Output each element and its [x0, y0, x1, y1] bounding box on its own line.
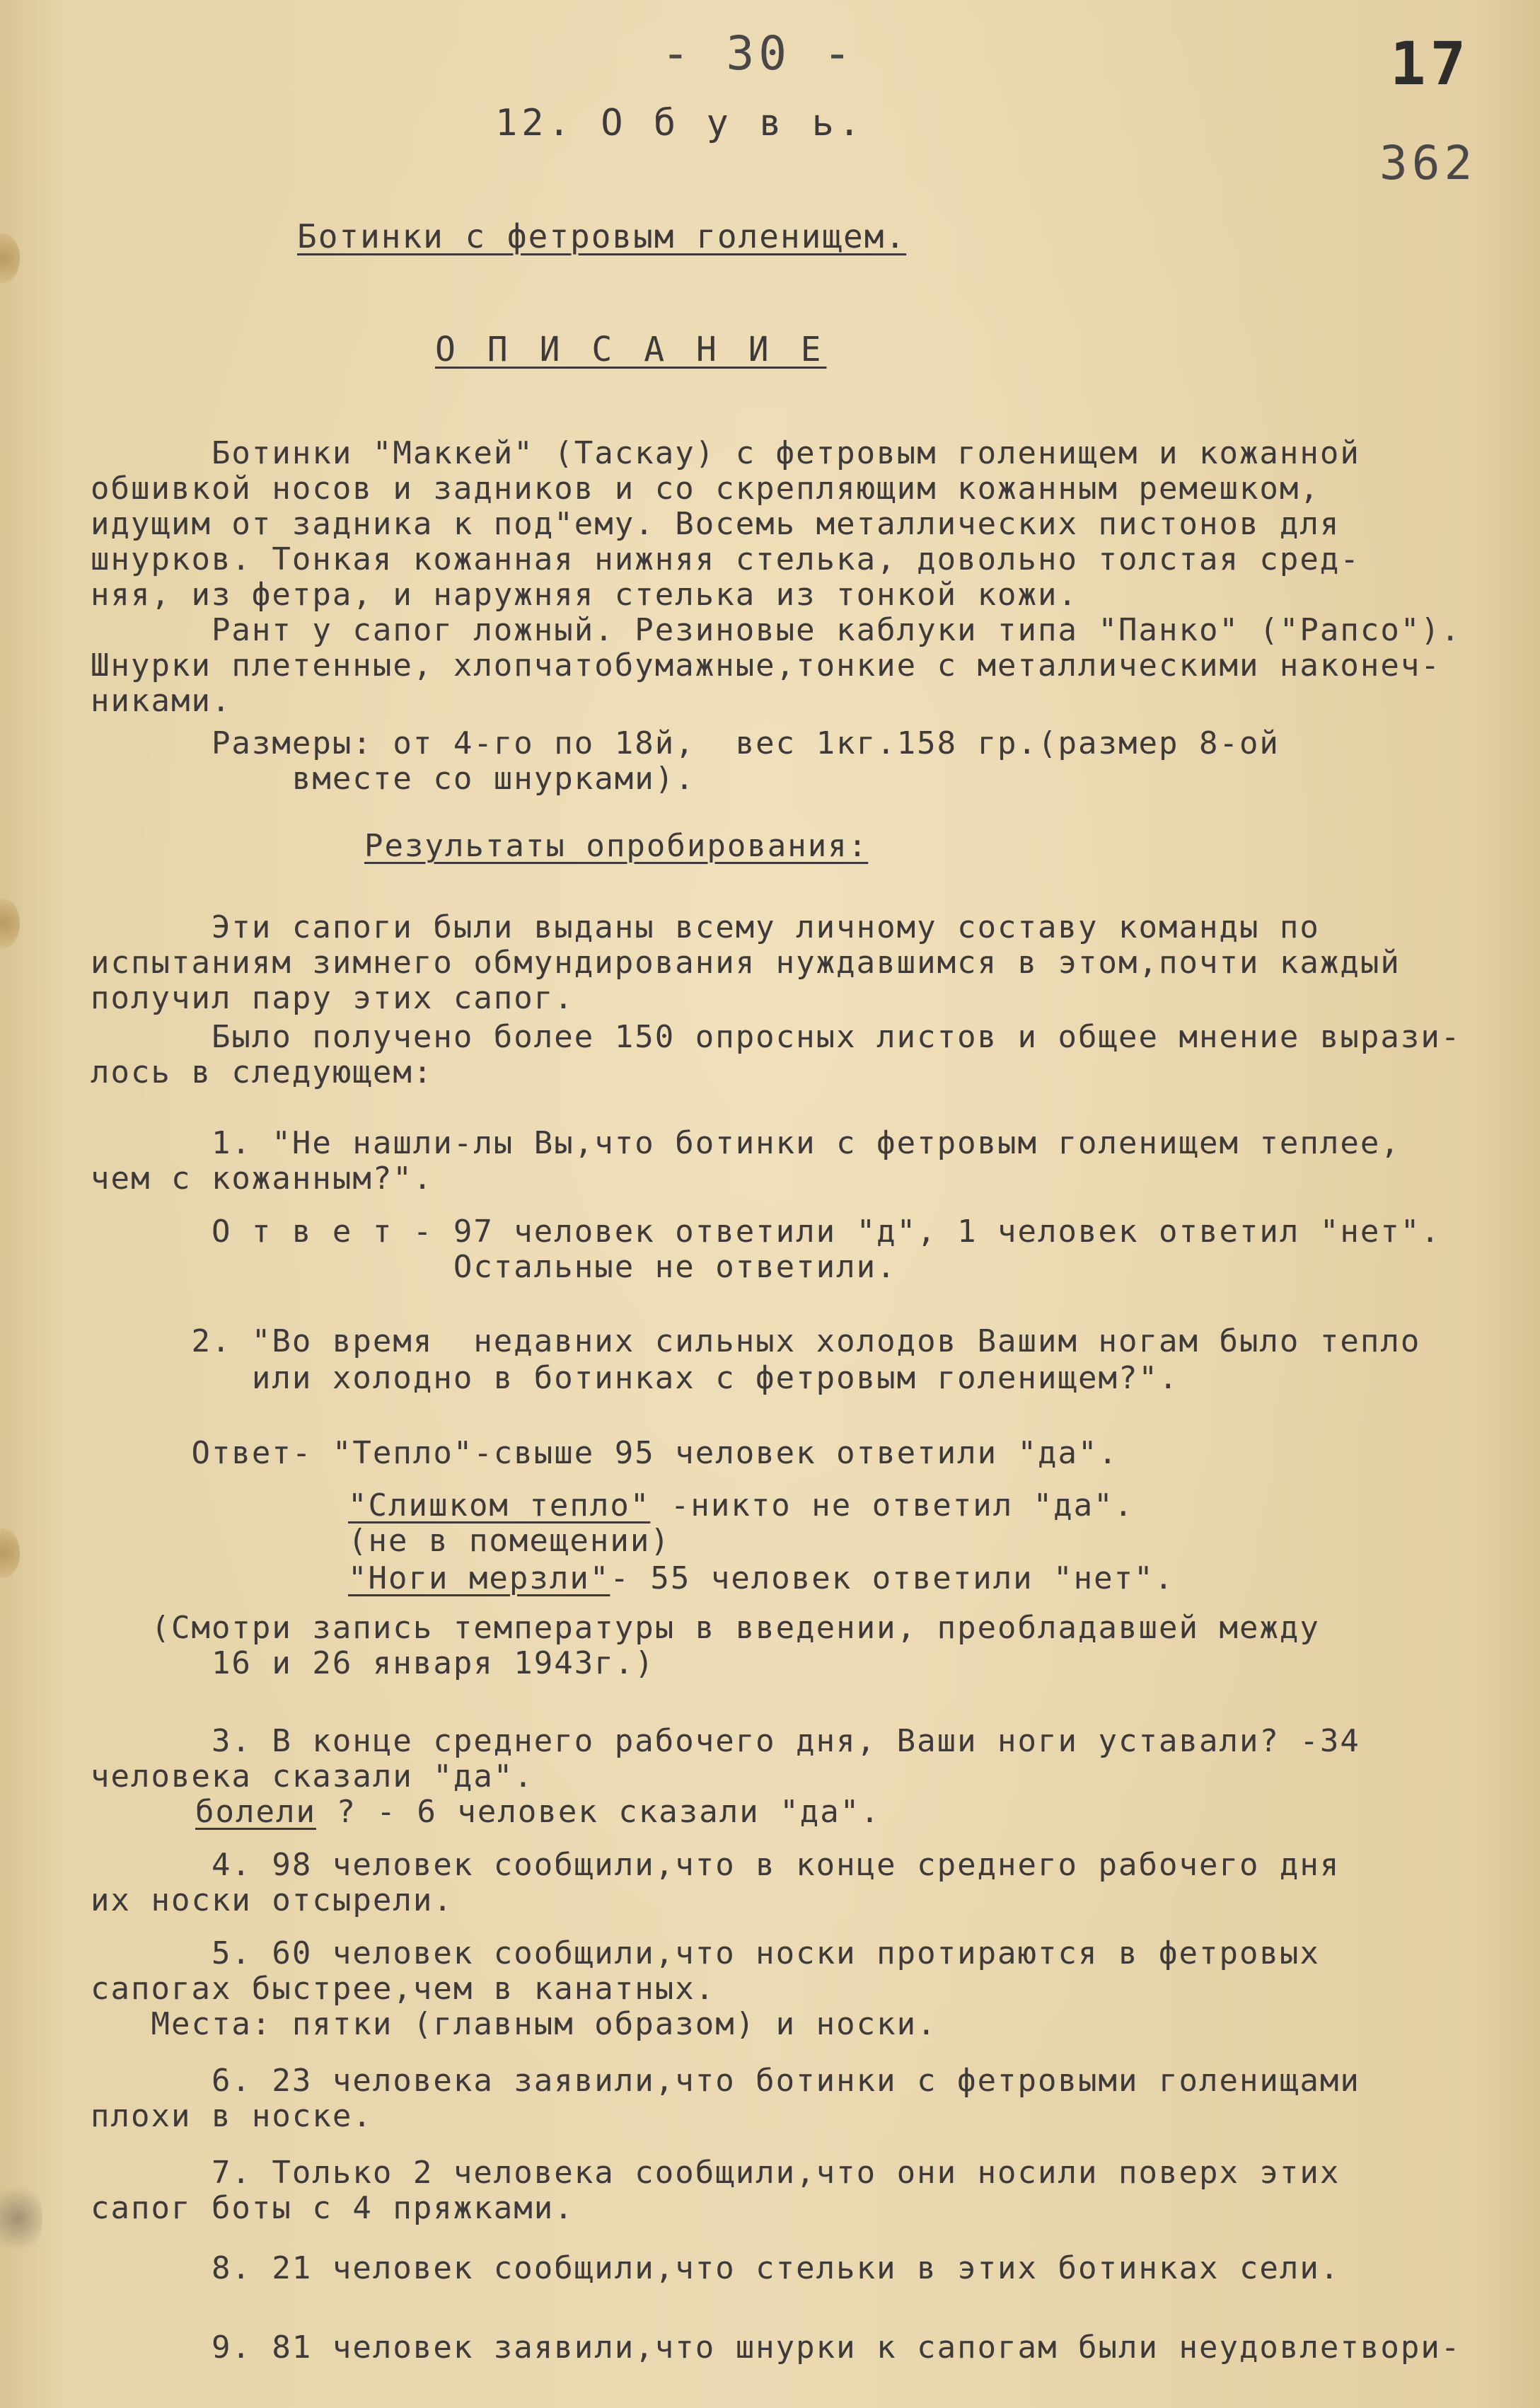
- item-line: 6. 23 человека заявили,что ботинки с фетровыми голенищами: [91, 2063, 1360, 2099]
- description-line: идущим от задника к под"ему. Восемь металлических пистонов для: [91, 506, 1341, 542]
- answer-line: Остальные не ответили.: [91, 1249, 897, 1285]
- item-line: 8. 21 человек сообщили,что стельки в этих ботинках сели.: [91, 2250, 1341, 2286]
- question-line: или холодно в ботинках с фетровым голенищем?".: [91, 1360, 1179, 1396]
- answer-label-feet-cold: "Ноги мерзли": [348, 1560, 610, 1596]
- description-heading: О П И С А Н И Е: [435, 330, 827, 369]
- question-line: 3. В конце среднего рабочего дня, Ваши ноги уставали? -34: [91, 1723, 1360, 1759]
- item-line: плохи в носке.: [91, 2098, 373, 2134]
- answer-line: [348, 1487, 1134, 1524]
- answer-note: (не в помещении): [348, 1523, 671, 1559]
- punch-hole-mark: [0, 234, 20, 283]
- description-line: никами.: [91, 683, 232, 719]
- description-line: няя, из фетра, и наружняя стелька из тонкой кожи.: [91, 577, 1079, 613]
- question-line: 2. "Во время недавних сильных холодов Вашим ногам было тепло: [91, 1323, 1421, 1359]
- answer-line: Ответ- "Тепло"-свыше 95 человек ответили "да".: [91, 1435, 1119, 1471]
- item-line: сапог боты с 4 пряжками.: [91, 2190, 574, 2226]
- question-line: [195, 1794, 881, 1831]
- section-title: 12. О б у в ь.: [495, 102, 865, 144]
- description-line: шнурков. Тонкая кожанная нижняя стелька, довольно толстая сред-: [91, 541, 1360, 577]
- description-line: Ботинки "Маккей" (Таскау) с фетровым голенищем и кожанной: [91, 435, 1360, 471]
- answer-line: [348, 1560, 1174, 1597]
- answer-label-too-warm: "Слишком тепло": [348, 1487, 651, 1523]
- item-line: их носки отсырели.: [91, 1882, 453, 1918]
- results-line: лось в следующем:: [91, 1054, 434, 1090]
- question-line: человека сказали "да".: [91, 1758, 534, 1795]
- results-line: Было получено более 150 опросных листов и общее мнение вырази-: [91, 1019, 1461, 1055]
- punch-hole-mark: [0, 899, 20, 948]
- answer-line: О т в е т - 97 человек ответили "д", 1 человек ответил "нет".: [91, 1214, 1441, 1250]
- archive-number: 362: [1379, 136, 1477, 190]
- item-line: 4. 98 человек сообщили,что в конце среднего рабочего дня: [91, 1847, 1341, 1883]
- item-line: сапогах быстрее,чем в канатных.: [91, 1971, 716, 2007]
- results-line: получил пару этих сапог.: [91, 980, 574, 1016]
- description-line: Рант у сапог ложный. Резиновые каблуки типа "Панко" ("Рапсо").: [91, 612, 1461, 648]
- question-text: ? - 6 человек сказали "да".: [315, 1794, 881, 1830]
- sheet-number: 17: [1390, 29, 1471, 98]
- note-line: (Смотри запись температуры в введении, преобладавшей между: [91, 1610, 1320, 1646]
- item-title: Ботинки с фетровым голенищем.: [297, 217, 907, 255]
- page-marker: - 30 -: [661, 26, 856, 81]
- results-heading: Результаты опробирования:: [364, 828, 869, 864]
- results-line: испытаниям зимнего обмундирования нуждавшимся в этом,почти каждый: [91, 945, 1401, 981]
- question-line: чем с кожанным?".: [91, 1160, 434, 1197]
- punch-hole-mark: [0, 1528, 20, 1578]
- ink-smudge-mark: [0, 2179, 42, 2257]
- item-line: 5. 60 человек сообщили,что носки протираются в фетровых: [91, 1935, 1320, 1971]
- description-line: вместе со шнурками).: [91, 761, 695, 797]
- description-line: Шнурки плетенные, хлопчатобумажные,тонкие с металлическими наконеч-: [91, 647, 1441, 684]
- description-line: обшивкой носов и задников и со скрепляющим кожанным ремешком,: [91, 471, 1320, 507]
- item-line: 7. Только 2 человека сообщили,что они носили поверх этих: [91, 2155, 1341, 2191]
- description-line: Размеры: от 4-го по 18й, вес 1кг.158 гр.(размер 8-ой: [91, 725, 1280, 761]
- item-line: Места: пятки (главным образом) и носки.: [91, 2006, 937, 2042]
- question-label-ached: болели: [195, 1794, 316, 1830]
- answer-text: -никто не ответил "да".: [650, 1487, 1135, 1523]
- question-line: 1. "Не нашли-лы Вы,что ботинки с фетровым голенищем теплее,: [91, 1125, 1401, 1161]
- results-line: Эти сапоги были выданы всему личному составу команды по: [91, 909, 1320, 945]
- item-line: 9. 81 человек заявили,что шнурки к сапогам были неудовлетвори-: [91, 2329, 1461, 2366]
- answer-text: - 55 человек ответили "нет".: [610, 1560, 1175, 1596]
- note-line: 16 и 26 января 1943г.): [91, 1645, 655, 1681]
